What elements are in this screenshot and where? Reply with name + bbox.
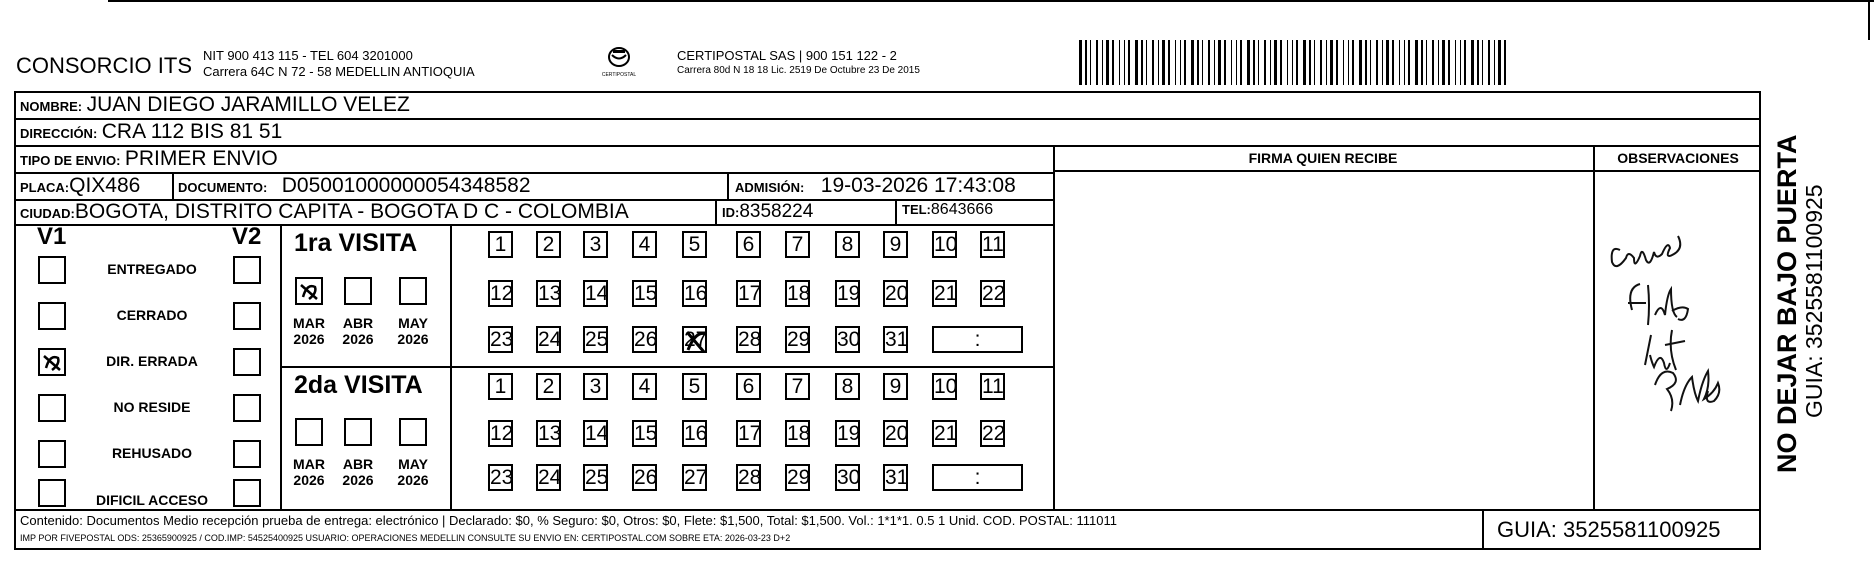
day-box[interactable]: 13	[538, 422, 562, 445]
address-row	[20, 120, 282, 144]
day-box[interactable]: 29	[787, 328, 811, 351]
day-box[interactable]: 23	[490, 328, 514, 351]
barcode-bar	[1365, 40, 1367, 85]
v2-checkbox[interactable]	[233, 440, 261, 468]
barcode-bar	[1231, 40, 1232, 85]
barcode-bar	[1090, 40, 1091, 85]
barcode-bar	[1135, 40, 1138, 85]
day-box[interactable]: 17	[738, 282, 762, 305]
barcode-bar	[1421, 40, 1423, 85]
day-box[interactable]: 12	[490, 282, 514, 305]
day-box[interactable]: 31	[885, 328, 909, 351]
row-line	[14, 509, 1761, 511]
barcode-bar	[1392, 40, 1394, 85]
day-box[interactable]: 14	[585, 282, 609, 305]
barcode-bar	[1448, 40, 1450, 85]
visit-divider	[280, 366, 1053, 368]
v1-label: V1	[37, 223, 67, 250]
barcode-bar	[1320, 40, 1322, 85]
barcode-bar	[1208, 40, 1210, 85]
barcode-bar	[1408, 40, 1410, 85]
barcode-bar	[1175, 40, 1176, 85]
day-box[interactable]: 4	[632, 231, 657, 258]
status-label: CERRADO	[116, 307, 188, 323]
v2-checkbox[interactable]	[233, 302, 261, 330]
right-top-border	[1868, 0, 1870, 40]
barcode-bar	[1309, 40, 1311, 85]
cell-divider	[727, 172, 729, 199]
barcode-bar	[1326, 40, 1327, 85]
barcode-bar	[1352, 40, 1354, 85]
observations-divider	[1593, 145, 1595, 509]
barcode-bar	[1314, 40, 1315, 85]
day-box[interactable]: 24	[538, 466, 562, 489]
month-label: MAY	[398, 456, 428, 472]
shipment-row	[20, 147, 278, 171]
barcode-bar	[1336, 40, 1338, 85]
time-box[interactable]: :	[932, 326, 1023, 353]
year-label: 2026	[397, 331, 429, 347]
barcode-bar	[1438, 40, 1439, 85]
city-cell	[20, 200, 629, 224]
barcode-bar	[1191, 40, 1194, 85]
month-label: ABR	[342, 315, 374, 331]
footer-divider	[1482, 509, 1484, 550]
month-checkbox[interactable]	[344, 418, 372, 446]
year-label: 2026	[293, 331, 325, 347]
barcode-bar	[1197, 40, 1199, 85]
barcode-bar	[1184, 40, 1186, 85]
barcode-bar	[1296, 40, 1298, 85]
cell-divider	[895, 199, 897, 224]
day-box[interactable]: 12	[490, 422, 514, 445]
admission-value: 19-03-2026 17:43:08	[820, 174, 1016, 197]
day-box[interactable]: 3	[583, 373, 608, 400]
barcode-bar	[1330, 40, 1333, 85]
barcode-bar	[1464, 40, 1466, 85]
barcode-bar	[1214, 40, 1215, 85]
barcode-bar	[1343, 40, 1344, 85]
barcode-bar	[1292, 40, 1293, 85]
barcode-bar	[1128, 40, 1130, 85]
day-box[interactable]: 5	[682, 373, 707, 400]
plate-cell	[20, 174, 140, 198]
barcode-bar	[1162, 40, 1165, 85]
barcode-bar	[1168, 40, 1170, 85]
top-border	[108, 0, 1874, 2]
barcode-bar	[1247, 40, 1250, 85]
barcode-bar	[1141, 40, 1143, 85]
day-box[interactable]: 1	[488, 231, 513, 258]
day-box[interactable]: 6	[736, 373, 761, 400]
day-box[interactable]: 3	[583, 231, 608, 258]
day-box[interactable]: 13	[538, 282, 562, 305]
day-box[interactable]: 17	[738, 422, 762, 445]
barcode-bar	[1477, 40, 1479, 85]
day-box[interactable]: 14	[585, 422, 609, 445]
barcode-bar	[1471, 40, 1474, 85]
v2-checkbox[interactable]	[233, 479, 261, 507]
content-line: Contenido: Documentos Medio recepción prueba de entrega: electrónico | Declarado: $0, % Seguro: $0, Otros: $0, Flete: $1,500, Total: $1,500. Vol.: 1*1*1. 0.5 1 Unid. COD. POSTAL: 111011	[20, 513, 1117, 528]
day-box[interactable]: 21	[934, 422, 958, 445]
day-box[interactable]: 7	[785, 373, 810, 400]
company-line2: Carrera 64C N 72 - 58 MEDELLIN ANTIOQUIA	[203, 64, 475, 79]
v1-checkbox[interactable]	[38, 348, 66, 376]
year-label: 2026	[342, 472, 374, 488]
day-box[interactable]: 18	[787, 422, 811, 445]
year-label: 2026	[293, 472, 325, 488]
barcode-bar	[1404, 40, 1405, 85]
barcode-bar	[1253, 40, 1255, 85]
name-label: NOMBRE:	[20, 99, 83, 114]
day-box[interactable]: 15	[634, 422, 658, 445]
cell-divider	[172, 172, 174, 199]
barcode	[1079, 40, 1512, 85]
id-label: ID:	[722, 205, 740, 220]
logo-caption: CERTIPOSTAL	[601, 72, 637, 78]
status-label: DIFICIL ACCESO	[95, 492, 208, 508]
warning-text: NO DEJAR BAJO PUERTA	[1772, 134, 1802, 473]
day-box[interactable]: 8	[835, 231, 860, 258]
tel-label: TEL:	[902, 202, 931, 217]
name-row	[20, 93, 410, 117]
day-box[interactable]: 8	[835, 373, 860, 400]
barcode-bar	[1494, 40, 1495, 85]
day-box[interactable]: 25	[585, 466, 609, 489]
second-visit-title: 2da VISITA	[294, 371, 423, 399]
day-box[interactable]: 28	[738, 328, 762, 351]
document-label: DOCUMENTO:	[178, 180, 268, 195]
footer-guide-number: GUIA: 3525581100925	[1497, 517, 1721, 542]
day-box[interactable]: 20	[885, 282, 909, 305]
v1-checkbox[interactable]	[38, 302, 66, 330]
row-line	[14, 224, 1054, 226]
month-label: MAR	[293, 456, 325, 472]
month-checkbox[interactable]	[344, 277, 372, 305]
barcode-bar	[1504, 40, 1506, 85]
day-box[interactable]: 30	[837, 328, 861, 351]
barcode-bar	[1102, 40, 1103, 85]
day-box[interactable]: 1	[488, 373, 513, 400]
day-box[interactable]: 31	[885, 466, 909, 489]
signature-divider	[1053, 145, 1055, 509]
barcode-bar	[1303, 40, 1306, 85]
day-box[interactable]: 27	[684, 466, 708, 489]
day-box[interactable]: 4	[632, 373, 657, 400]
day-box[interactable]: 16	[684, 422, 708, 445]
month-checkbox[interactable]	[399, 277, 427, 305]
company-line1: NIT 900 413 115 - TEL 604 3201000	[203, 48, 413, 63]
recipient-name: JUAN DIEGO JARAMILLO VELEZ	[86, 93, 410, 116]
day-box[interactable]: 23	[490, 466, 514, 489]
day-box[interactable]: 22	[982, 282, 1006, 305]
id-cell	[722, 201, 813, 223]
barcode-bar	[1096, 40, 1098, 85]
day-box[interactable]: 19	[837, 422, 861, 445]
barcode-bar	[1112, 40, 1114, 85]
side-guide-number: GUIA: 3525581100925	[1801, 184, 1827, 418]
barcode-bar	[1386, 40, 1389, 85]
address-label: DIRECCIÓN:	[20, 126, 98, 141]
status-label: REHUSADO	[111, 445, 193, 461]
day-box[interactable]: 26	[634, 466, 658, 489]
day-box[interactable]: 6	[736, 231, 761, 258]
barcode-bar	[1376, 40, 1378, 85]
barcode-bar	[1152, 40, 1154, 85]
month-label: MAY	[398, 315, 428, 331]
signature-header: FIRMA QUIEN RECIBE	[1248, 150, 1398, 166]
barcode-bar	[1202, 40, 1203, 85]
day-box[interactable]: 15	[634, 282, 658, 305]
barcode-bar	[1274, 40, 1277, 85]
barcode-bar	[1264, 40, 1266, 85]
day-box[interactable]: 16	[684, 282, 708, 305]
barcode-bar	[1399, 40, 1400, 85]
city-label: CIUDAD:	[20, 206, 75, 221]
shipment-label: TIPO DE ENVIO:	[20, 153, 121, 168]
day-box[interactable]: 10	[934, 233, 958, 256]
barcode-bar	[1218, 40, 1221, 85]
first-visit-title: 1ra VISITA	[294, 229, 418, 257]
day-box[interactable]: 28	[738, 466, 762, 489]
barcode-bar	[1442, 40, 1445, 85]
barcode-bar	[1270, 40, 1271, 85]
day-box[interactable]: 7	[785, 231, 810, 258]
barcode-bar	[1240, 40, 1242, 85]
admission-label: ADMISIÓN:	[735, 180, 805, 195]
barcode-bar	[1079, 40, 1082, 85]
carrier-line2: Carrera 80d N 18 18 Lic. 2519 De Octubre 23 De 2015	[677, 65, 920, 76]
month-label: MAR	[293, 315, 325, 331]
day-box[interactable]: 27	[684, 328, 708, 351]
day-box[interactable]: 11	[982, 233, 1004, 256]
day-box[interactable]: 20	[885, 422, 909, 445]
barcode-bar	[1348, 40, 1349, 85]
carrier-line1: CERTIPOSTAL SAS | 900 151 122 - 2	[677, 48, 897, 63]
v2-checkbox[interactable]	[233, 348, 261, 376]
month-checkbox[interactable]	[399, 418, 427, 446]
observations-header: OBSERVACIONES	[1617, 150, 1739, 166]
barcode-bar	[1106, 40, 1109, 85]
day-box[interactable]: 30	[837, 466, 861, 489]
barcode-bar	[1382, 40, 1383, 85]
month-label: ABR	[342, 456, 374, 472]
tel-value: 8643666	[930, 201, 994, 218]
day-box[interactable]: 29	[787, 466, 811, 489]
admission-cell	[735, 174, 1016, 198]
v1-checkbox[interactable]	[38, 479, 66, 507]
year-label: 2026	[397, 472, 429, 488]
day-box[interactable]: 21	[934, 282, 958, 305]
day-box[interactable]: 18	[787, 282, 811, 305]
cell-divider	[715, 199, 717, 224]
time-box[interactable]: :	[932, 464, 1023, 491]
status-label: ENTREGADO	[107, 261, 197, 277]
barcode-bar	[1426, 40, 1427, 85]
plate-value: QIX486	[69, 174, 141, 197]
day-box[interactable]: 19	[837, 282, 861, 305]
day-box[interactable]: 25	[585, 328, 609, 351]
imp-line: IMP POR FIVEPOSTAL ODS: 25365900925 / COD.IMP: 54525400925 USUARIO: OPERACIONES MEDELLIN CONSULTE SU ENVIO EN: CERTIPOSTAL.COM SOBRE ETA: 2026-03-23 D+2	[20, 533, 791, 543]
barcode-bar	[1119, 40, 1120, 85]
v1-checkbox[interactable]	[38, 256, 66, 284]
barcode-bar	[1158, 40, 1159, 85]
v1-checkbox[interactable]	[38, 394, 66, 422]
handwritten-observations	[1600, 215, 1760, 445]
barcode-bar	[1488, 40, 1490, 85]
v1-checkbox[interactable]	[38, 440, 66, 468]
column-header-line	[1053, 170, 1761, 172]
day-box[interactable]: 11	[982, 375, 1004, 398]
year-label: 2026	[342, 331, 374, 347]
month-checkbox[interactable]	[295, 418, 323, 446]
document-value: D05001000000054348582	[281, 174, 531, 197]
shipment-type: PRIMER ENVIO	[124, 147, 278, 170]
barcode-bar	[1236, 40, 1237, 85]
status-label: NO RESIDE	[113, 399, 191, 415]
barcode-bar	[1180, 40, 1181, 85]
barcode-bar	[1460, 40, 1461, 85]
barcode-bar	[1455, 40, 1456, 85]
company-name: CONSORCIO ITS	[16, 53, 193, 78]
v2-label: V2	[232, 223, 262, 250]
barcode-bar	[1498, 40, 1501, 85]
barcode-bar	[1224, 40, 1226, 85]
day-box[interactable]: 26	[634, 328, 658, 351]
barcode-bar	[1482, 40, 1483, 85]
barcode-bar	[1370, 40, 1371, 85]
day-box[interactable]: 9	[883, 373, 908, 400]
document-cell	[178, 174, 531, 198]
plate-label: PLACA:	[20, 180, 70, 195]
barcode-bar	[1432, 40, 1434, 85]
barcode-bar	[1415, 40, 1418, 85]
v2-checkbox[interactable]	[233, 256, 261, 284]
barcode-bar	[1258, 40, 1259, 85]
recipient-address: CRA 112 BIS 81 51	[101, 120, 283, 143]
barcode-bar	[1085, 40, 1087, 85]
barcode-bar	[1280, 40, 1282, 85]
barcode-bar	[1146, 40, 1147, 85]
id-value: 8358224	[739, 201, 814, 222]
barcode-bar	[1287, 40, 1288, 85]
city-value: BOGOTA, DISTRITO CAPITA - BOGOTA D C - COLOMBIA	[74, 200, 629, 223]
day-box[interactable]: 2	[536, 373, 561, 400]
status-label: DIR. ERRADA	[106, 353, 198, 369]
day-box[interactable]: 22	[982, 422, 1006, 445]
v2-checkbox[interactable]	[233, 394, 261, 422]
month-checkbox[interactable]	[295, 277, 323, 305]
day-box[interactable]: 2	[536, 231, 561, 258]
day-box[interactable]: 10	[934, 375, 958, 398]
tel-cell	[902, 201, 993, 219]
day-box[interactable]: 9	[883, 231, 908, 258]
day-box[interactable]: 5	[682, 231, 707, 258]
barcode-bar	[1359, 40, 1362, 85]
barcode-bar	[1124, 40, 1125, 85]
day-box[interactable]: 24	[538, 328, 562, 351]
